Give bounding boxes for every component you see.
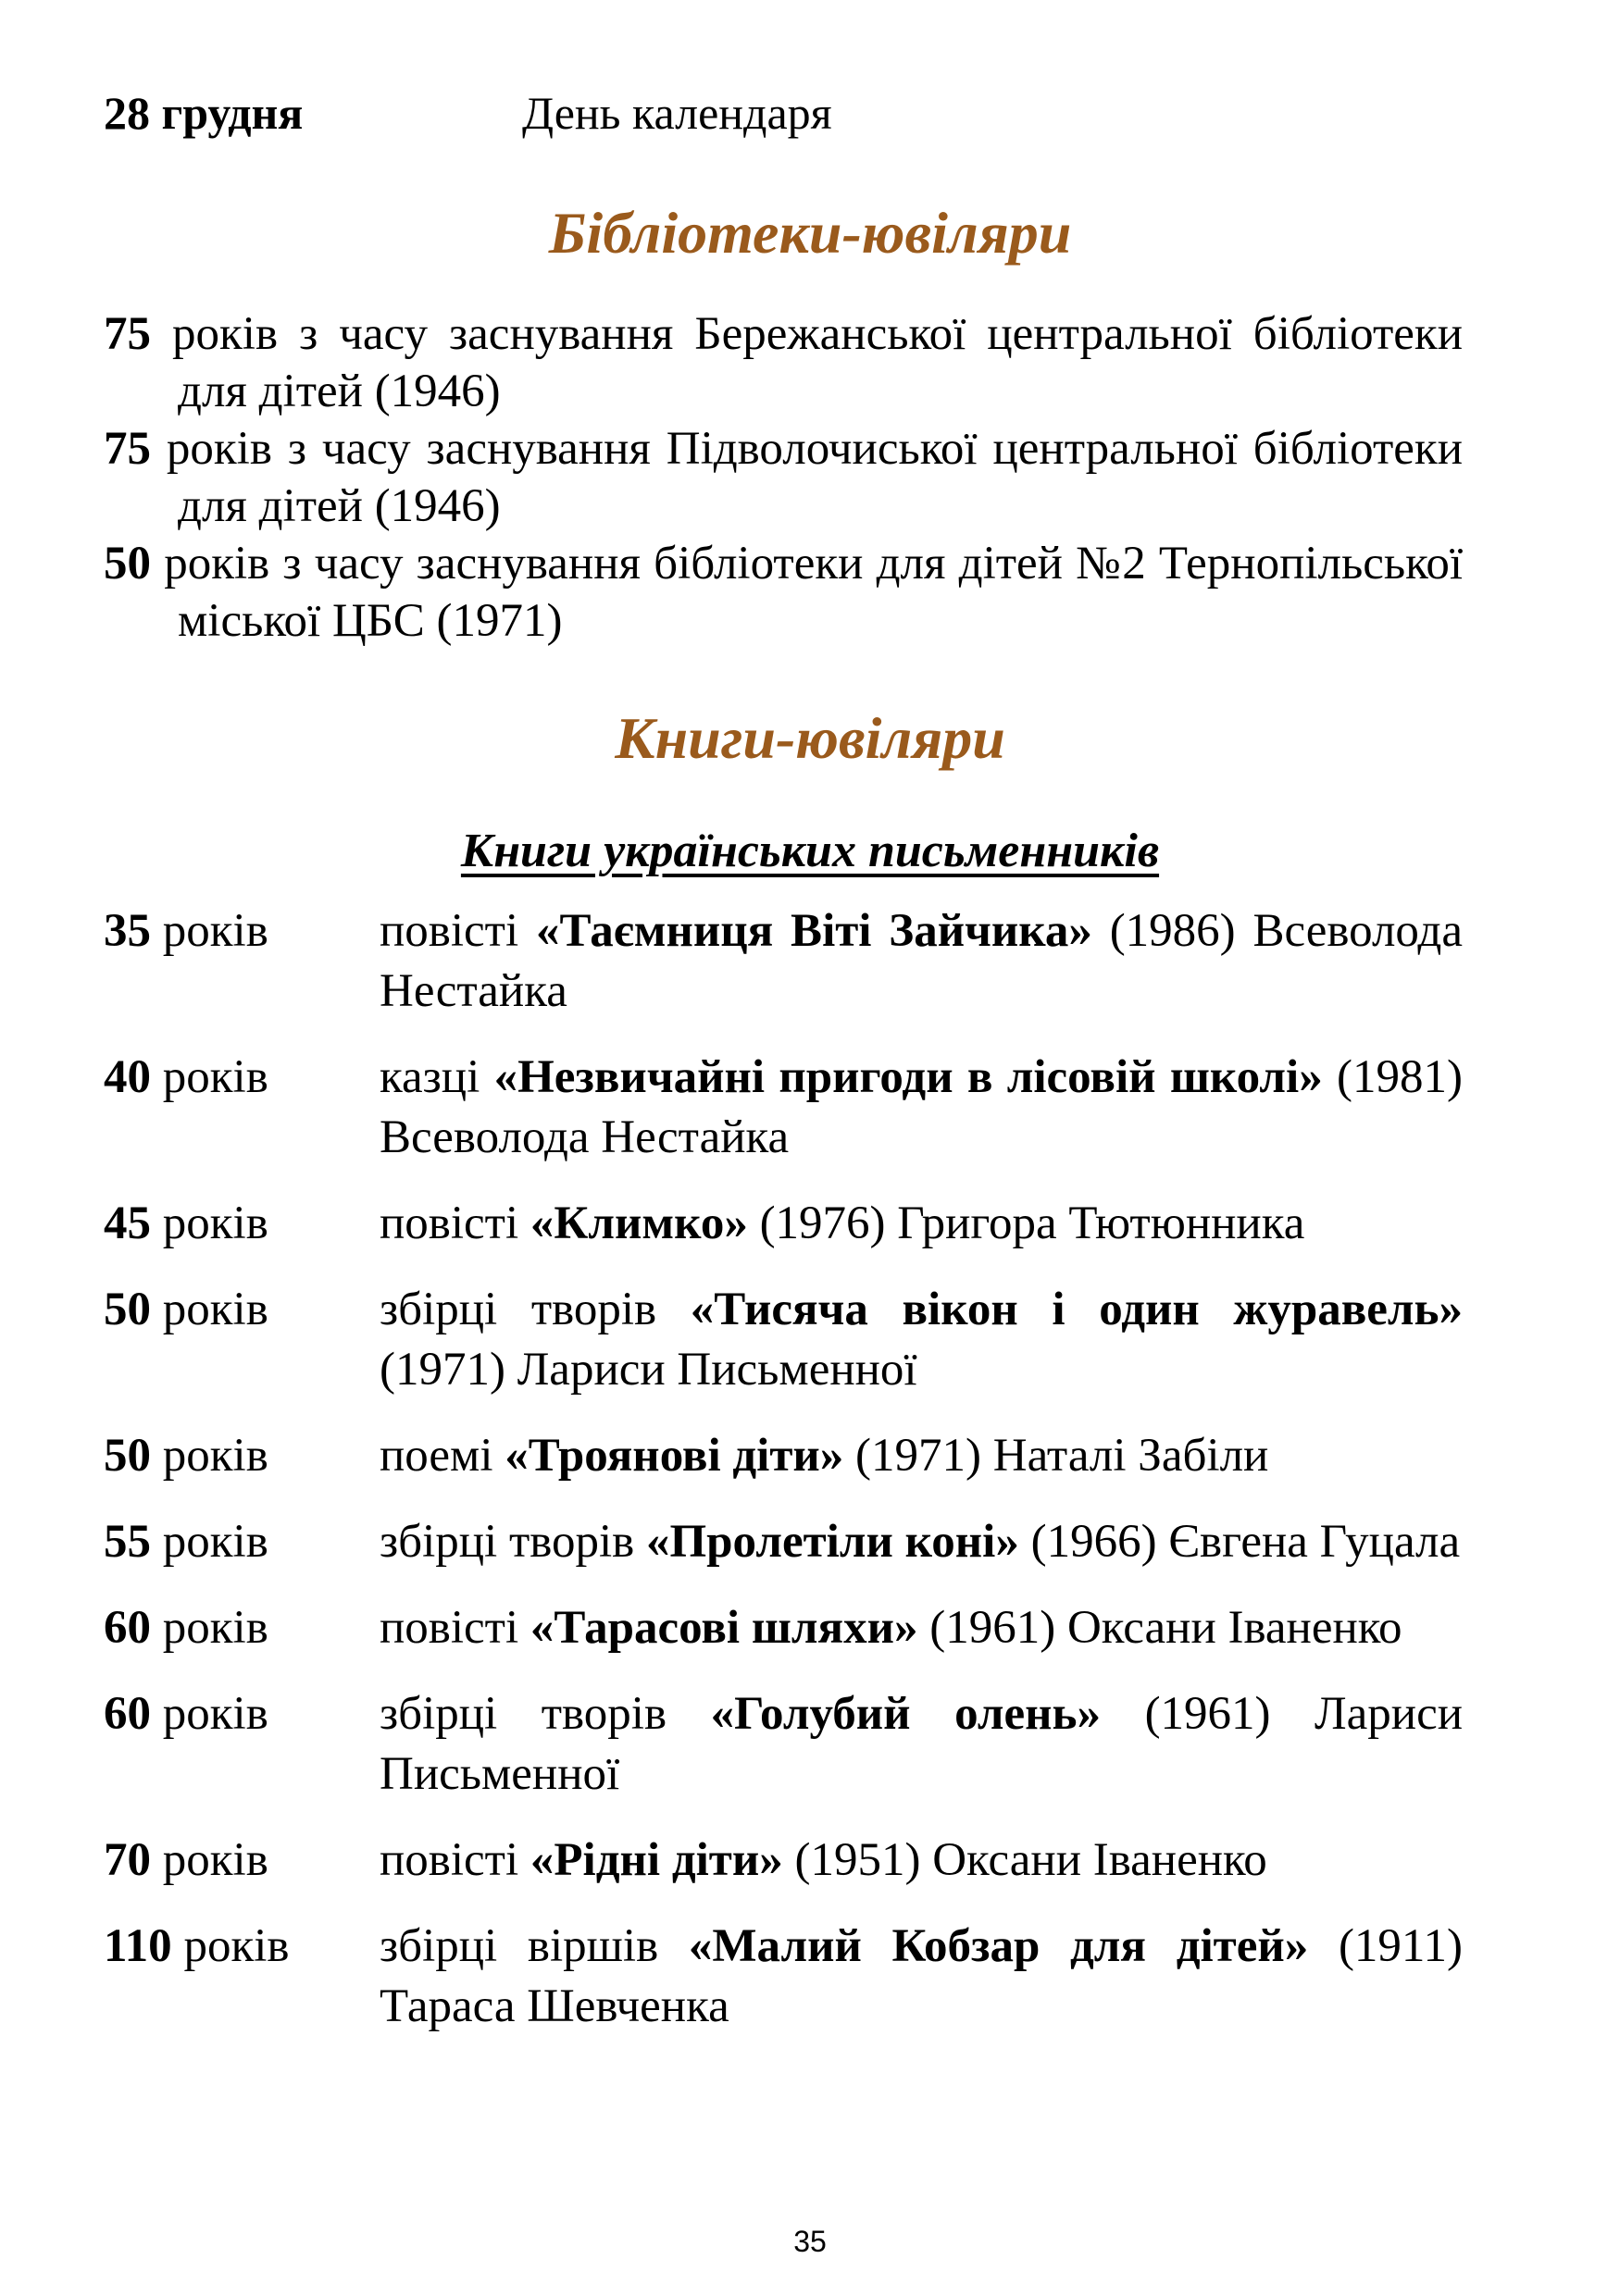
book-details: (1911) Тараса Шевченка: [380, 1920, 1464, 2032]
library-entry: [104, 420, 1463, 535]
book-description: [380, 1831, 1463, 1891]
book-title: «Голубий олень»: [710, 1688, 1102, 1740]
page-number: 35: [793, 2225, 827, 2258]
book-years-number: 45: [104, 1198, 151, 1249]
book-title: «Пролетіли коні»: [646, 1516, 1019, 1568]
book-description: [380, 901, 1463, 1022]
library-years: 75: [104, 423, 151, 475]
book-description: [380, 1048, 1463, 1168]
book-years-number: 60: [104, 1688, 151, 1740]
library-entry: [104, 305, 1463, 420]
book-years: [104, 1280, 380, 1400]
book-years-unit: років: [162, 1284, 268, 1335]
book-years-number: 60: [104, 1602, 151, 1654]
book-title: «Троянові діти»: [505, 1430, 844, 1482]
book-genre: збірці творів: [380, 1284, 657, 1335]
library-text: років з часу заснування Підволочиської центральної бібліотеки для дітей (1946): [166, 423, 1463, 532]
book-genre: поемі: [380, 1430, 493, 1482]
book-years-number: 110: [104, 1920, 172, 1972]
book-years: [104, 1512, 380, 1572]
book-years-unit: років: [162, 1430, 268, 1482]
book-entry: [104, 1194, 1463, 1254]
book-details: (1951) Оксани Іваненко: [794, 1834, 1267, 1886]
library-text: років з часу заснування Бережанської центральної бібліотеки для дітей (1946): [172, 308, 1464, 417]
book-years-number: 40: [104, 1051, 151, 1103]
book-entry: [104, 1831, 1463, 1891]
library-text: років з часу заснування бібліотеки для дітей №2 Тернопільської міської ЦБС (1971): [164, 538, 1463, 647]
book-title: «Таємниця Віті Зайчика»: [535, 905, 1092, 957]
book-description: [380, 1917, 1463, 2037]
book-years-unit: років: [183, 1920, 290, 1972]
book-title: «Тисяча вікон і один журавель»: [690, 1284, 1464, 1335]
book-genre: повісті: [380, 1602, 519, 1654]
book-entry: [104, 1280, 1463, 1400]
book-details: (1971) Лариси Письменної: [380, 1344, 917, 1396]
book-years: [104, 1917, 380, 2037]
book-genre: збірці творів: [380, 1516, 635, 1568]
book-entry: [104, 1684, 1463, 1805]
book-entry: [104, 1048, 1463, 1168]
library-years: 50: [104, 538, 151, 590]
book-details: (1971) Наталі Забіли: [855, 1430, 1269, 1482]
book-title: «Климко»: [530, 1198, 748, 1249]
book-years: [104, 1831, 380, 1891]
calendar-date-line: [104, 83, 832, 143]
books-heading: Книги-ювіляри: [615, 705, 1005, 771]
book-description: [380, 1426, 1463, 1486]
book-description: [380, 1280, 1463, 1400]
book-years-unit: років: [162, 905, 268, 957]
book-years: [104, 1194, 380, 1254]
book-genre: казці: [380, 1051, 480, 1103]
book-genre: повісті: [380, 1834, 519, 1886]
book-years-number: 50: [104, 1284, 151, 1335]
book-title: «Малий Кобзар для дітей»: [688, 1920, 1309, 1972]
book-years: [104, 1426, 380, 1486]
calendar-event: День календаря: [522, 87, 832, 139]
books-list: [104, 901, 1463, 2037]
calendar-date: 28 грудня: [104, 87, 304, 139]
book-title: «Тарасові шляхи»: [530, 1602, 918, 1654]
book-details: (1961) Оксани Іваненко: [929, 1602, 1402, 1654]
book-details: (1961) Лариси Письменної: [380, 1688, 1464, 1800]
book-genre: збірці творів: [380, 1688, 667, 1740]
library-years: 75: [104, 308, 151, 360]
books-subheading: Книги українських письменників: [460, 825, 1160, 877]
book-description: [380, 1512, 1463, 1572]
book-years-unit: років: [162, 1602, 268, 1654]
book-years-unit: років: [162, 1834, 268, 1886]
book-years-number: 50: [104, 1430, 151, 1482]
book-years: [104, 1684, 380, 1805]
libraries-heading: Бібліотеки-ювіляри: [548, 200, 1072, 266]
book-details: (1966) Євгена Гуцала: [1030, 1516, 1461, 1568]
book-years-number: 70: [104, 1834, 151, 1886]
book-years-unit: років: [162, 1051, 268, 1103]
book-description: [380, 1684, 1463, 1805]
book-years-number: 35: [104, 905, 151, 957]
book-years: [104, 1048, 380, 1168]
book-years-unit: років: [162, 1516, 268, 1568]
book-details: (1981) Всеволода Нестайка: [380, 1051, 1464, 1163]
book-genre: повісті: [380, 905, 519, 957]
book-description: [380, 1194, 1463, 1254]
book-entry: [104, 1426, 1463, 1486]
book-years: [104, 1598, 380, 1658]
library-entry: [104, 535, 1463, 650]
book-genre: повісті: [380, 1198, 519, 1249]
book-entry: [104, 1598, 1463, 1658]
book-details: (1986) Всеволода Нестайка: [380, 905, 1464, 1017]
book-years-unit: років: [162, 1688, 268, 1740]
book-years-unit: років: [162, 1198, 268, 1249]
book-description: [380, 1598, 1463, 1658]
libraries-list: [104, 305, 1463, 650]
book-details: (1976) Григора Тютюнника: [759, 1198, 1305, 1249]
book-title: «Незвичайні пригоди в лісовій школі»: [493, 1051, 1323, 1103]
book-years-number: 55: [104, 1516, 151, 1568]
book-entry: [104, 1917, 1463, 2037]
book-entry: [104, 901, 1463, 1022]
book-title: «Рідні діти»: [530, 1834, 783, 1886]
book-entry: [104, 1512, 1463, 1572]
book-years: [104, 901, 380, 1022]
book-genre: збірці віршів: [380, 1920, 659, 1972]
